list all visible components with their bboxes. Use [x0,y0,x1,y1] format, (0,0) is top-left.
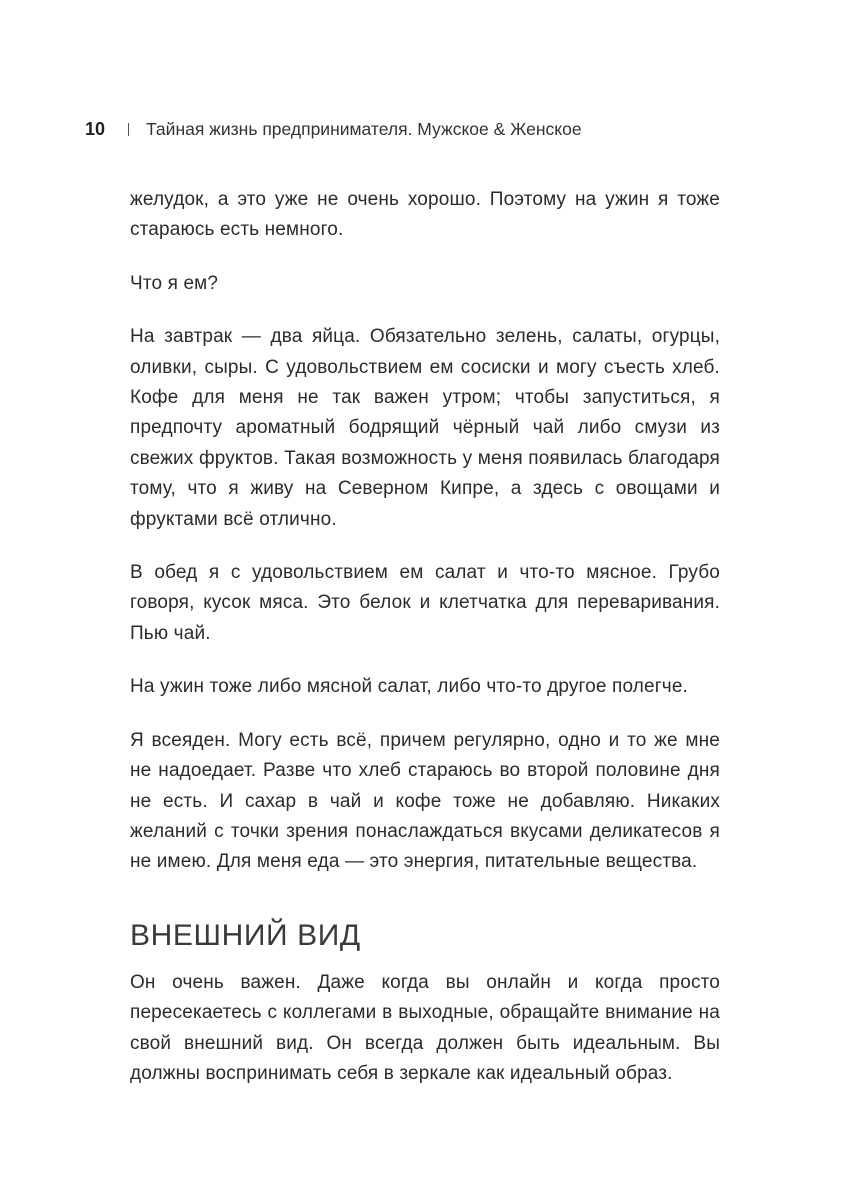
running-header [85,117,582,141]
paragraph: Что я ем? [130,272,219,294]
paragraph: Я всеяден. Могу есть всё, причем регулярно, одно и то же мне не надоедает. Разве что хлеб стараюсь во второй половине дня не есть. И сахар в чай и кофе тоже не добавляю. Никаких желаний с точки зрения понаслаждаться вкусами деликатесов я не имею. Для меня еда — это энергия, питательные вещества. [130,729,720,873]
paragraph: В обед я с удовольствием ем салат и что-то мясное. Грубо говоря, кусок мяса. Это белок и клетчатка для переваривания. Пью чай. [130,562,720,644]
paragraph: На ужин тоже либо мясной салат, либо что-то другое полегче. [130,676,688,698]
section-paragraph: Он очень важен. Даже когда вы онлайн и когда просто пересекаетесь с коллегами в выходные, обращайте внимание на свой внешний вид. Он всегда должен быть идеальным. Вы должны воспринимать себя в зеркале как идеальный образ. [130,971,720,1084]
section-heading: ВНЕШНИЙ ВИД [130,918,361,952]
page-number: 10 [85,118,106,139]
book-title: Тайная жизнь предпринимателя. Мужское & Женское [146,118,582,139]
paragraph: На завтрак — два яйца. Обязательно зелень, салаты, огурцы, оливки, сыры. С удовольствием ем сосиски и могу съесть хлеб. Кофе для меня не так важен утром; чтобы запуститься, я предпочту ароматный бодрящий чёрный чай либо смузи из свежих фруктов. Такая возможность у меня появилась благодаря тому, что я живу на Северном Кипре, а здесь с овощами и фруктами всё отлично. [130,326,720,530]
header-separator [128,123,129,136]
page-content [130,185,720,1089]
paragraph: желудок, а это уже не очень хорошо. Поэтому на ужин я тоже стараюсь есть немного. [130,189,720,241]
